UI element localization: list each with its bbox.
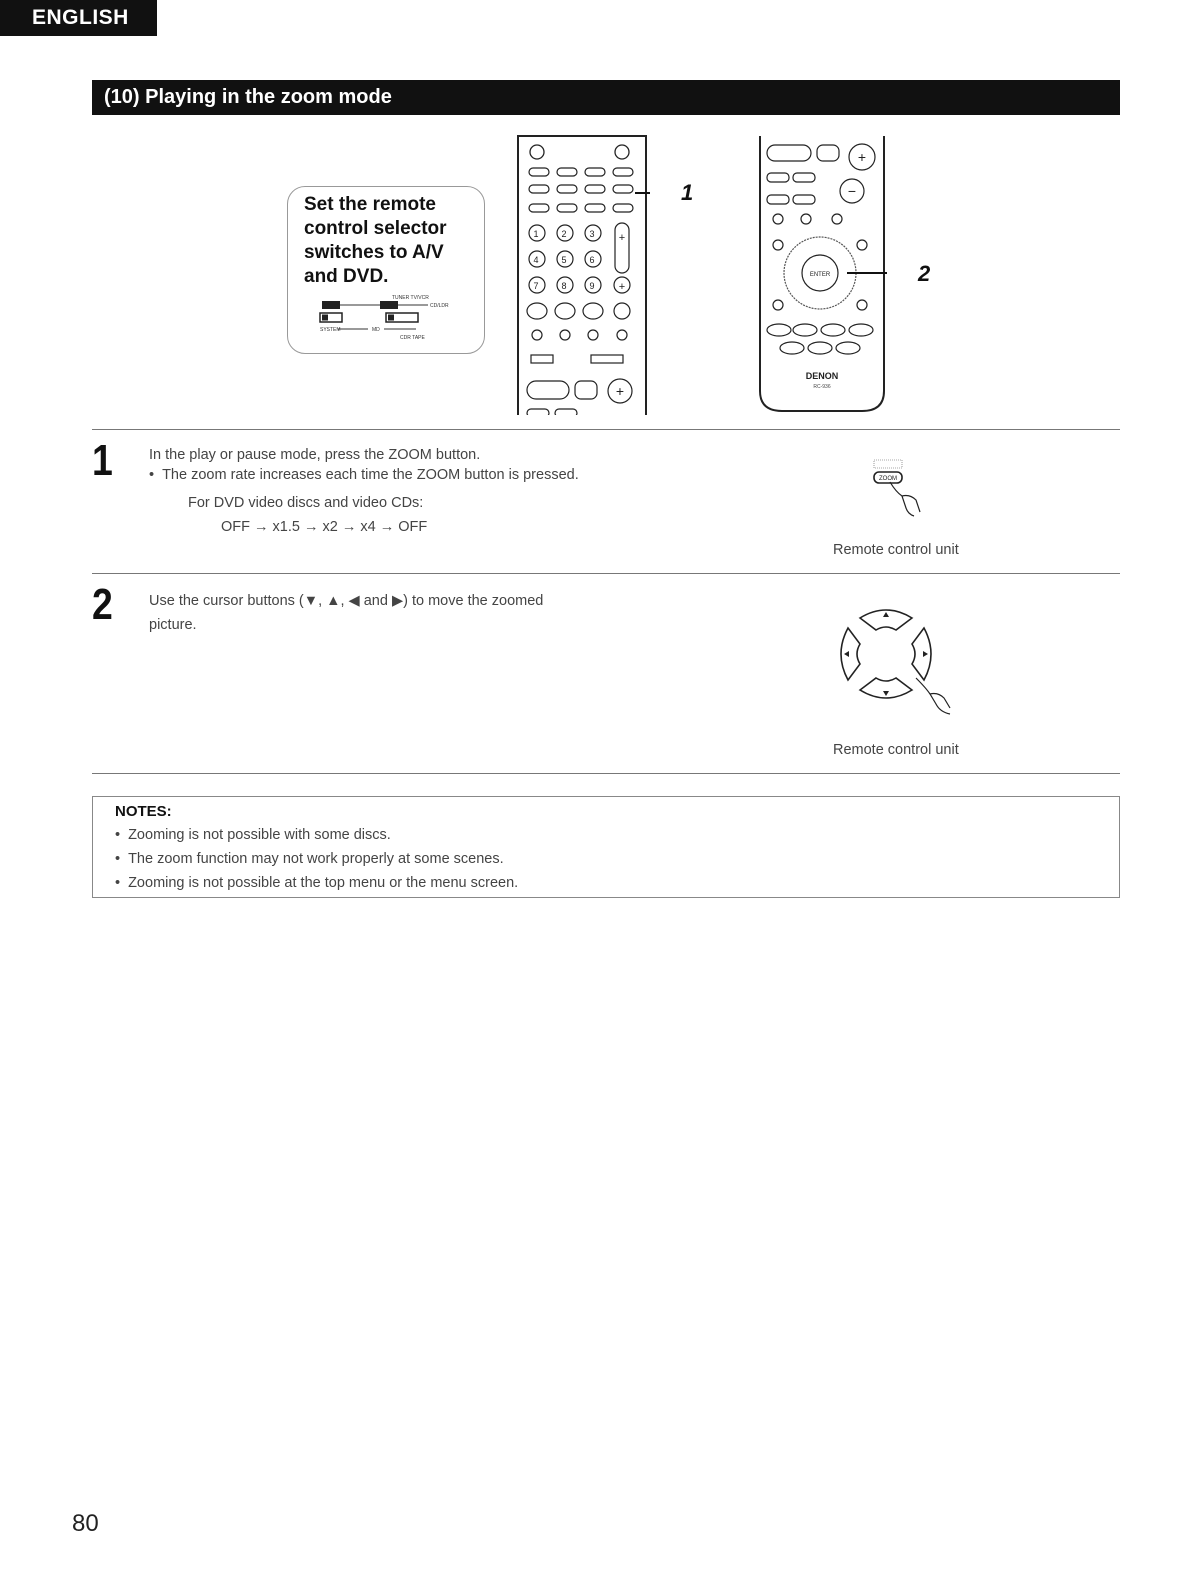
step-1-text: In the play or pause mode, press the ZOOM button. <box>149 447 481 463</box>
zoom-button-illustration <box>862 456 932 522</box>
switch-label-system: SYSTEM <box>320 327 341 333</box>
step-1-bullet <box>149 467 579 483</box>
switch-label-md: MD <box>372 327 380 333</box>
section-title: (10) Playing in the zoom mode <box>92 80 1120 115</box>
language-tab: ENGLISH <box>0 0 157 36</box>
step-1-bullet-text: The zoom rate increases each time the ZOOM button is pressed. <box>162 467 579 483</box>
svg-text:+: + <box>615 383 625 399</box>
svg-text:5: 5 <box>561 255 567 265</box>
cursor-buttons-illustration <box>832 600 966 722</box>
svg-text:3: 3 <box>589 229 595 239</box>
divider <box>92 573 1120 574</box>
brand-label: DENON <box>805 371 839 381</box>
zoom-button-label: ZOOM <box>879 476 897 482</box>
zoom-sequence: OFF → x1.5 → x2 → x4 → OFF <box>221 519 428 535</box>
svg-text:2: 2 <box>561 229 567 239</box>
step-number-1: 1 <box>92 436 113 485</box>
page-number: 80 <box>72 1510 99 1537</box>
svg-text:+: + <box>618 281 626 293</box>
enter-label: ENTER <box>809 272 831 278</box>
note-item <box>115 827 391 843</box>
svg-text:9: 9 <box>589 281 595 291</box>
svg-text:4: 4 <box>533 255 539 265</box>
bullet-dot: • <box>149 467 155 483</box>
callout-1: 1 <box>681 180 694 205</box>
step-number-2: 2 <box>92 580 113 629</box>
remote-control-right-illustration <box>757 133 887 413</box>
switch-label-top: TUNER TV/VCR <box>392 295 429 301</box>
note-item <box>115 851 504 867</box>
note-item <box>115 875 518 891</box>
notes-box <box>92 796 1120 898</box>
bullet-dot: • <box>115 851 121 867</box>
svg-text:7: 7 <box>533 281 539 291</box>
selector-switch-diagram <box>308 295 468 345</box>
notes-title: NOTES: <box>115 803 172 820</box>
callout-2: 2 <box>918 261 931 286</box>
divider <box>92 429 1120 430</box>
svg-text:6: 6 <box>589 255 595 265</box>
step-1-subtext: For DVD video discs and video CDs: <box>188 495 424 511</box>
step-1-caption: Remote control unit <box>833 542 959 558</box>
divider <box>92 773 1120 774</box>
note-text: The zoom function may not work properly at some scenes. <box>128 851 504 867</box>
model-label: RC-936 <box>813 384 831 390</box>
step-2-text-line1: Use the cursor buttons (▼, ▲, ◀ and ▶) to move the zoomed <box>149 593 544 609</box>
step-2-caption: Remote control unit <box>833 742 959 758</box>
step-2-text-line2: picture. <box>149 617 197 633</box>
svg-text:8: 8 <box>561 281 567 291</box>
selector-instruction-box <box>287 186 485 354</box>
switch-label-right: CD/LDR <box>430 303 449 309</box>
selector-instruction-text: Set the remote control selector switches to A/V and DVD. <box>304 194 447 287</box>
bullet-dot: • <box>115 827 121 843</box>
bullet-dot: • <box>115 875 121 891</box>
svg-text:+: + <box>618 232 626 244</box>
svg-text:1: 1 <box>533 229 539 239</box>
svg-text:−: − <box>847 183 857 199</box>
switch-label-cdr: CDR TAPE <box>400 335 425 341</box>
note-text: Zooming is not possible at the top menu or the menu screen. <box>128 875 519 891</box>
svg-text:+: + <box>857 149 867 165</box>
remote-control-left-illustration <box>515 133 650 415</box>
note-text: Zooming is not possible with some discs. <box>128 827 391 843</box>
